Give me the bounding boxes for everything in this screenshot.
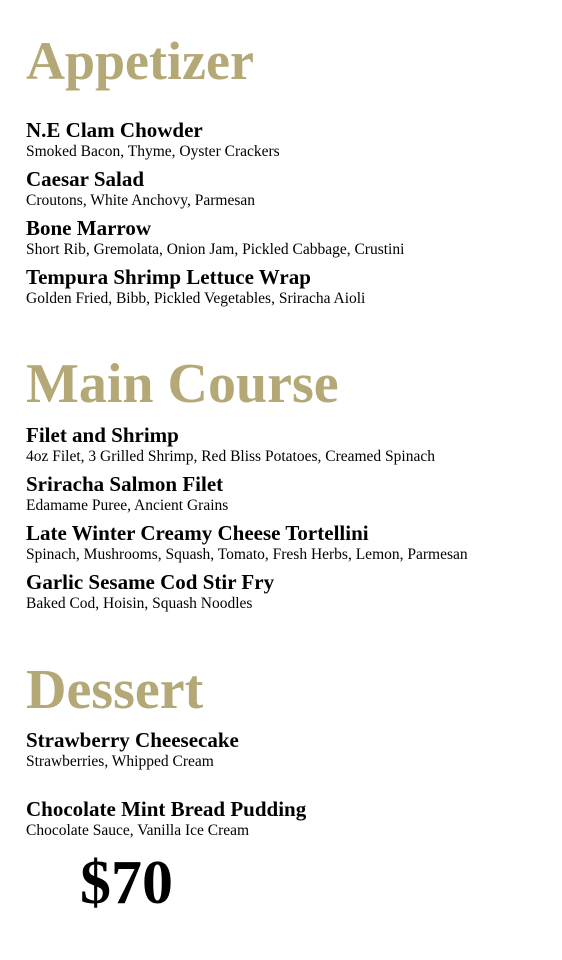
item-name: Garlic Sesame Cod Stir Fry — [26, 570, 275, 594]
item-name: Sriracha Salmon Filet — [26, 472, 224, 496]
menu-item — [26, 472, 552, 516]
menu-item — [26, 797, 552, 841]
price: $70 — [80, 849, 173, 917]
item-description: Baked Cod, Hoisin, Squash Noodles — [26, 595, 253, 612]
item-name: Filet and Shrimp — [26, 423, 179, 447]
dessert-heading: Dessert — [26, 659, 204, 721]
menu-item — [26, 570, 552, 614]
menu-item — [26, 118, 552, 162]
item-name: Late Winter Creamy Cheese Tortellini — [26, 521, 369, 545]
item-name: Chocolate Mint Bread Pudding — [26, 797, 307, 821]
item-description: Croutons, White Anchovy, Parmesan — [26, 192, 256, 209]
appetizer-heading: Appetizer — [26, 31, 254, 91]
menu-item — [26, 265, 552, 309]
item-description: Short Rib, Gremolata, Onion Jam, Pickled Cabbage, Crustini — [26, 241, 405, 258]
menu-item — [26, 728, 552, 772]
item-name: N.E Clam Chowder — [26, 118, 203, 142]
item-name: Caesar Salad — [26, 167, 145, 191]
item-description: Chocolate Sauce, Vanilla Ice Cream — [26, 822, 250, 839]
item-description: Spinach, Mushrooms, Squash, Tomato, Fresh Herbs, Lemon, Parmesan — [26, 546, 468, 563]
menu-item — [26, 521, 552, 565]
item-description: Golden Fried, Bibb, Pickled Vegetables, Sriracha Aioli — [26, 290, 366, 307]
item-description: Edamame Puree, Ancient Grains — [26, 497, 229, 514]
item-description: Smoked Bacon, Thyme, Oyster Crackers — [26, 143, 280, 160]
item-name: Tempura Shrimp Lettuce Wrap — [26, 265, 311, 289]
item-description: Strawberries, Whipped Cream — [26, 753, 214, 770]
menu-item — [26, 216, 552, 260]
item-name: Bone Marrow — [26, 216, 152, 240]
item-description: 4oz Filet, 3 Grilled Shrimp, Red Bliss Potatoes, Creamed Spinach — [26, 448, 435, 465]
item-name: Strawberry Cheesecake — [26, 728, 239, 752]
main-course-heading: Main Course — [26, 353, 339, 415]
menu-item — [26, 167, 552, 211]
menu-item — [26, 423, 552, 467]
